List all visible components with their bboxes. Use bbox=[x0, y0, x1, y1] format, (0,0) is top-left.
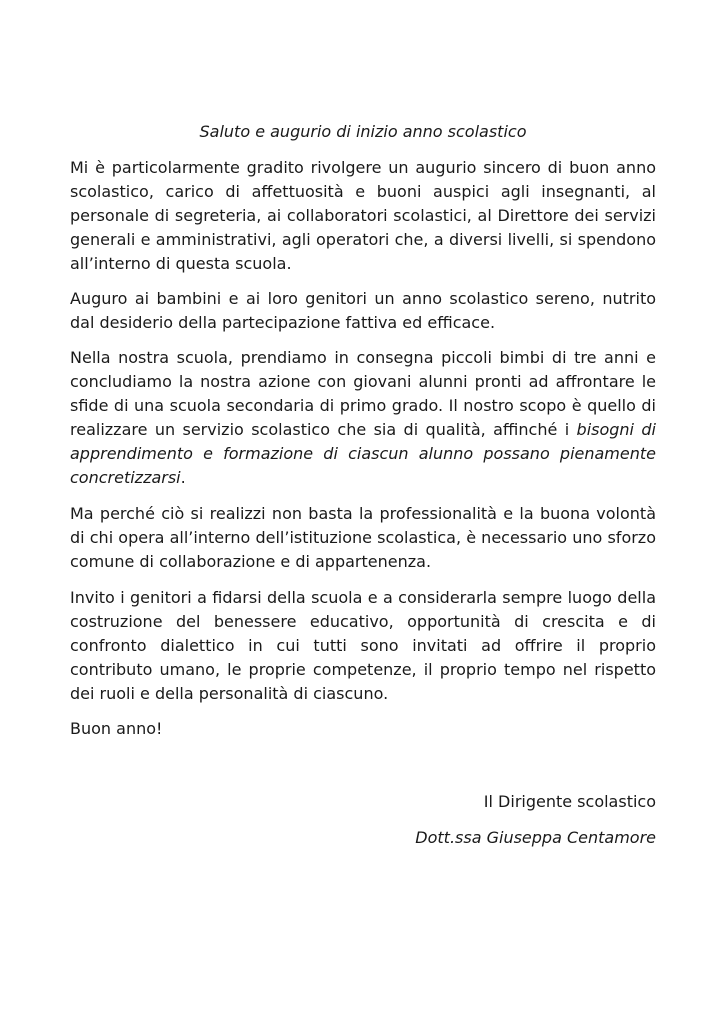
paragraph-collaboration: Ma perché ciò si realizzi non basta la professionalità e la buona volontà di chi opera all’interno dell’istituzione scolastica, è necessario uno sforzo comune di collaborazione e di appartenenza. bbox=[70, 504, 656, 571]
paragraph-invitation: Invito i genitori a fidarsi della scuola e a considerarla sempre luogo della costruzione del benessere educativo, opportunità di crescita e di confronto dialettico in cui tutti sono invitati ad offrire il proprio contributo umano, le proprie competenze, il proprio tempo nel rispetto dei ruoli e della personalità di ciascuno. bbox=[70, 588, 656, 703]
paragraph-school-mission-emphasis: bisogni di apprendimento e formazione di ciascun alunno possano pienamente concretizzarsi bbox=[70, 420, 656, 487]
paragraph-greeting: Mi è particolarmente gradito rivolgere un augurio sincero di buon anno scolastico, carico di affettuosità e buoni auspici agli insegnanti, al personale di segreteria, ai collaboratori scolastici, al Direttore dei servizi generali e amministrativi, agli operatori che, a diversi livelli, si spendono all’interno di questa scuola. bbox=[70, 158, 656, 273]
paragraph-school-mission-end: . bbox=[180, 468, 186, 487]
paragraph-wish: Auguro ai bambini e ai loro genitori un anno scolastico sereno, nutrito dal desiderio della partecipazione fattiva ed efficace. bbox=[70, 289, 656, 332]
letter-title: Saluto e augurio di inizio anno scolastico bbox=[199, 122, 527, 141]
paragraph-closing: Buon anno! bbox=[70, 719, 163, 738]
paragraph-school-mission bbox=[70, 346, 656, 490]
signature-role: Il Dirigente scolastico bbox=[483, 792, 656, 811]
signature-name: Dott.ssa Giuseppa Centamore bbox=[415, 828, 656, 847]
paragraph-school-mission-text: Nella nostra scuola, prendiamo in consegna piccoli bimbi di tre anni e concludiamo la nostra azione con giovani alunni pronti ad affrontare le sfide di una scuola secondaria di primo grado. Il nostro scopo è quello di realizzare un servizio scolastico che sia di qualità, affinché i bbox=[70, 348, 656, 439]
